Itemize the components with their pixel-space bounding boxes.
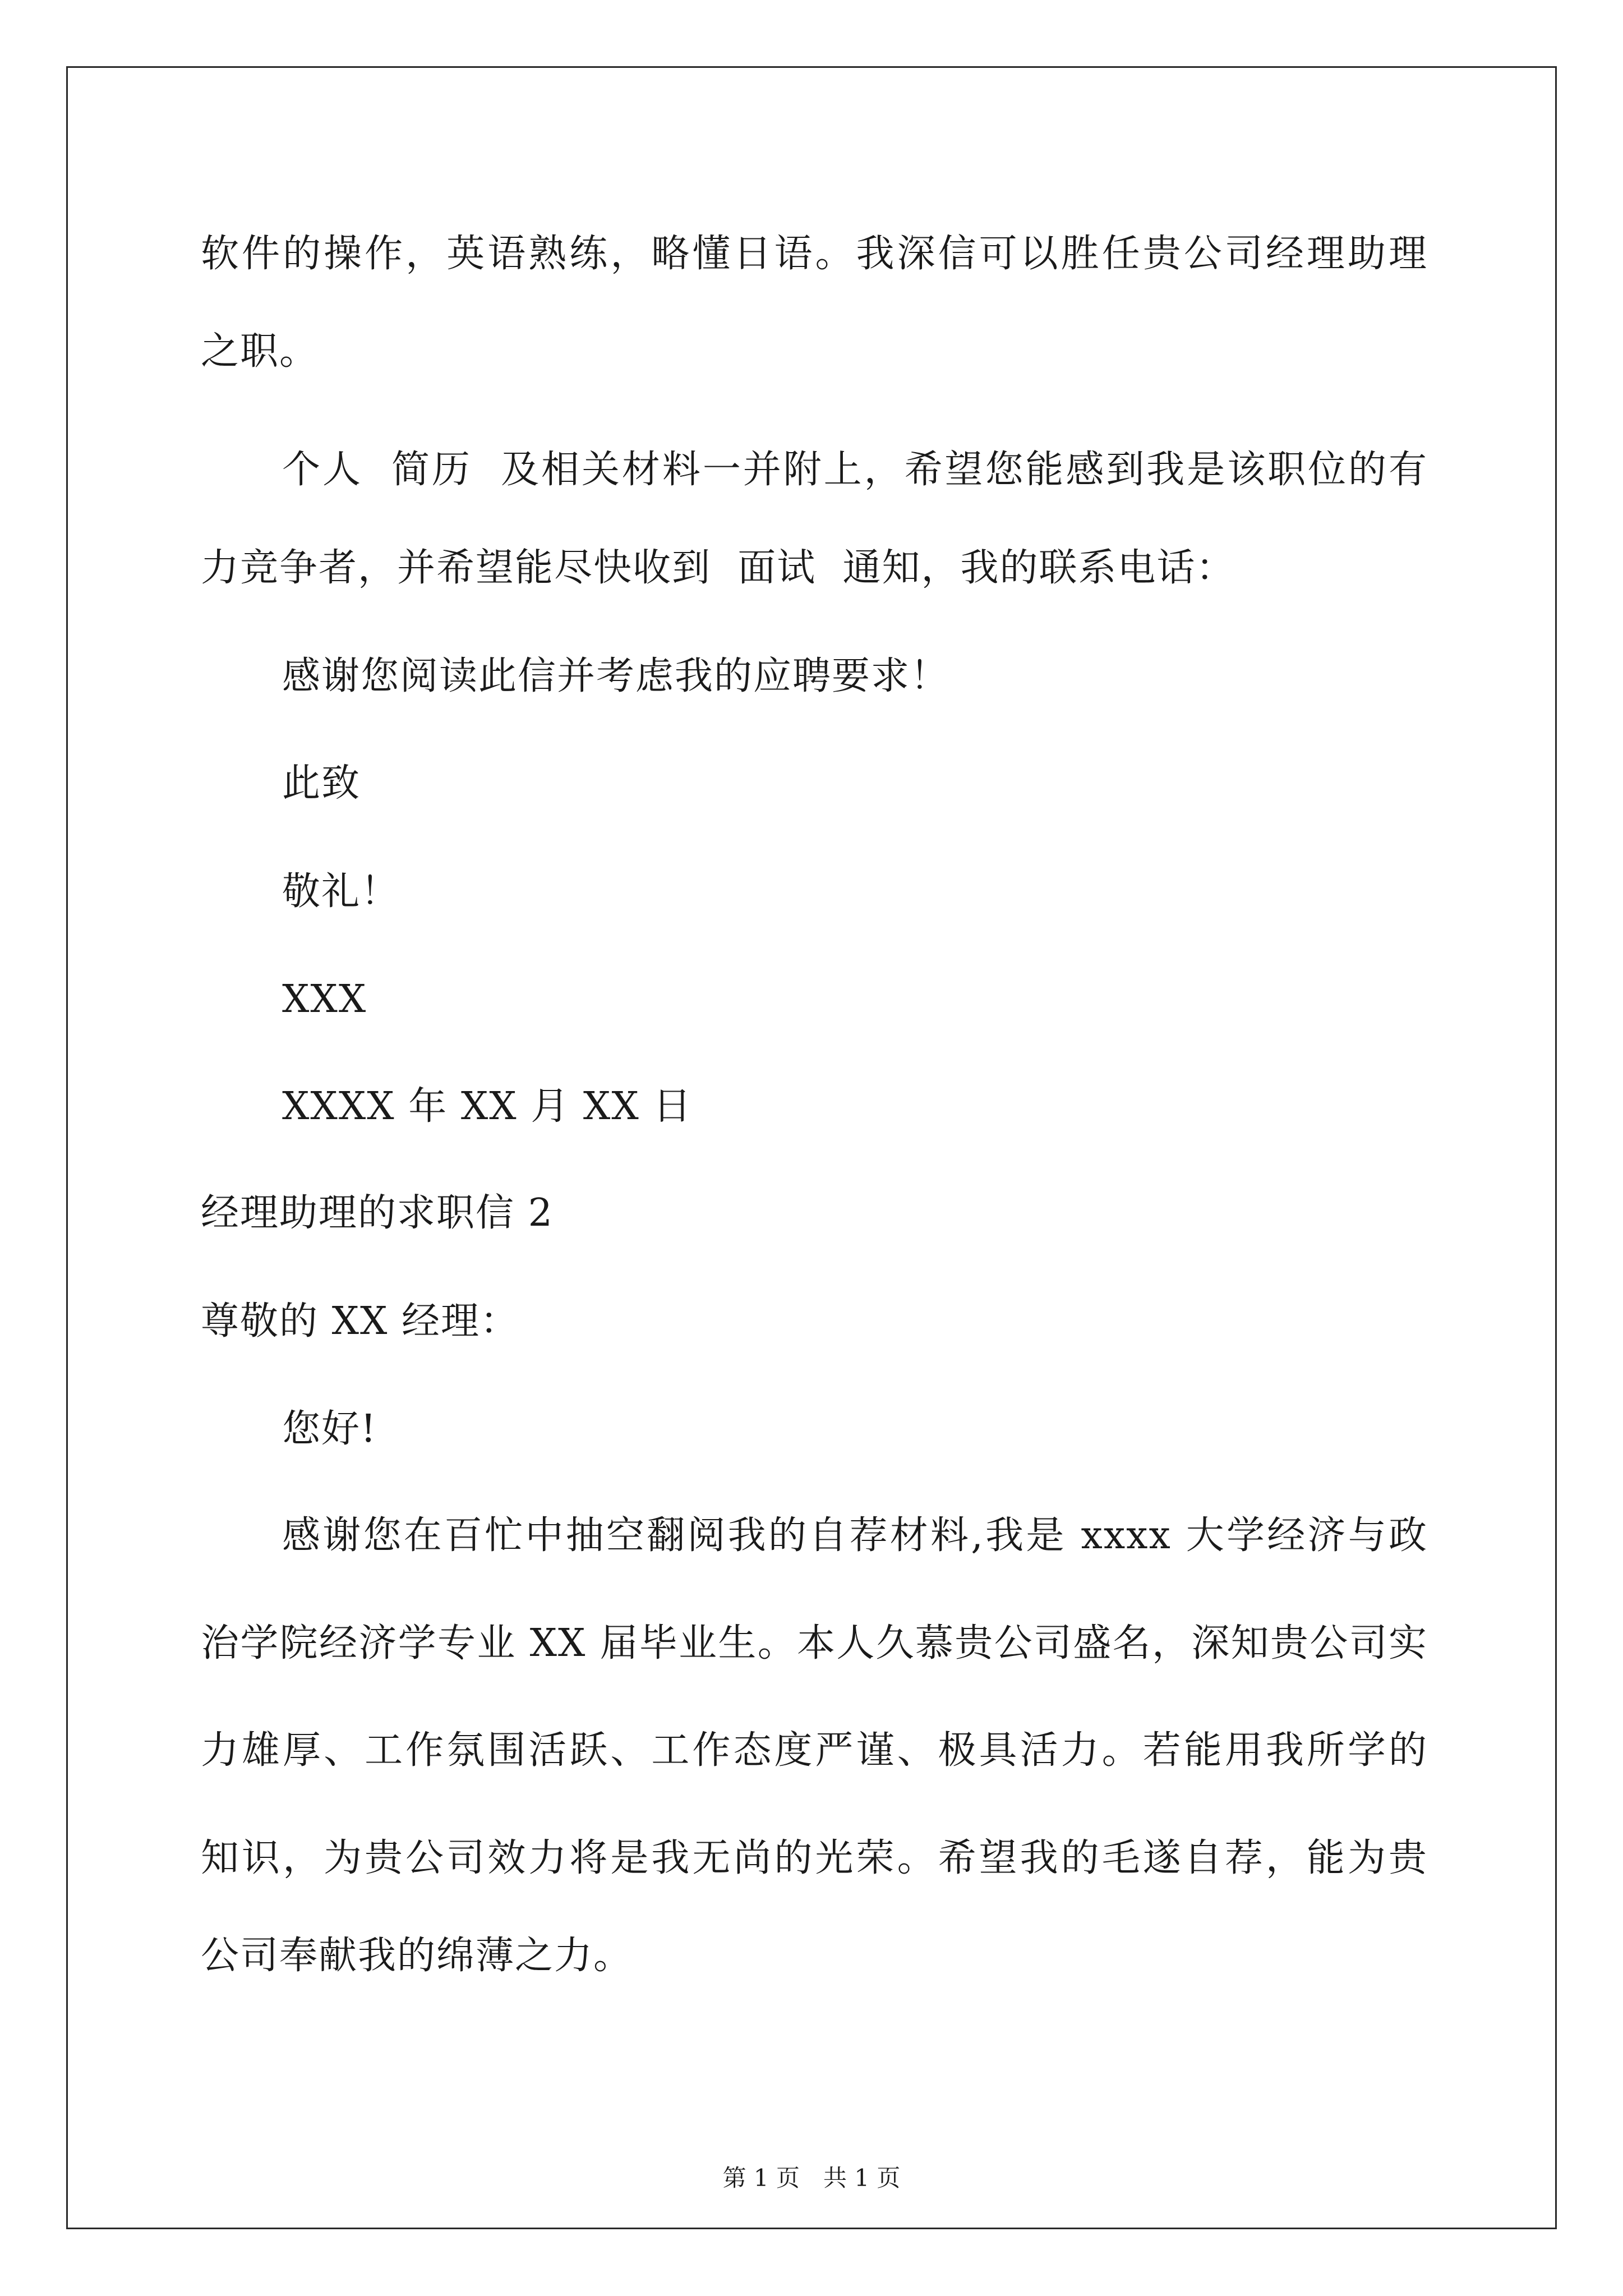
salutation-line: 敬礼！ [282,869,400,914]
greeting-line: 尊敬的 XX 经理： [201,1299,520,1343]
body-text-line: 治学院经济学专业 XX 届毕业生。本人久慕贵公司盛名，深知贵公司实 [201,1621,1428,1665]
body-text-line: 力竞争者，并希望能尽快收到 面试 通知，我的联系电话： [201,546,1235,590]
body-text-line: 力雄厚、工作氛围活跃、工作态度严谨、极具活力。若能用我所学的 [201,1728,1428,1773]
body-text-line: 个人 简历 及相关材料一并附上，希望您能感到我是该职位的有 [282,448,1428,492]
closing-line: 此致 [282,761,361,806]
signature-name: XXX [282,977,367,1022]
body-text-line: 感谢您阅读此信并考虑我的应聘要求！ [282,654,950,698]
body-text-line: 感谢您在百忙中抽空翻阅我的自荐材料,我是 xxxx 大学经济与政 [282,1513,1428,1558]
page-footer: 第 1 页 共 1 页 [722,2164,901,2192]
body-text-line: 公司奉献我的绵薄之力。 [201,1934,633,1978]
body-text-line: 软件的操作，英语熟练，略懂日语。我深信可以胜任贵公司经理助理 [201,232,1428,276]
page-border [66,66,1557,2229]
hello-line: 您好! [282,1407,377,1451]
signature-date: XXXX 年 XX 月 XX 日 [282,1084,693,1129]
body-text-line: 之职。 [201,329,319,374]
section-heading: 经理助理的求职信 2 [201,1191,554,1235]
body-text-line: 知识，为贵公司效力将是我无尚的光荣。希望我的毛遂自荐，能为贵 [201,1836,1428,1880]
